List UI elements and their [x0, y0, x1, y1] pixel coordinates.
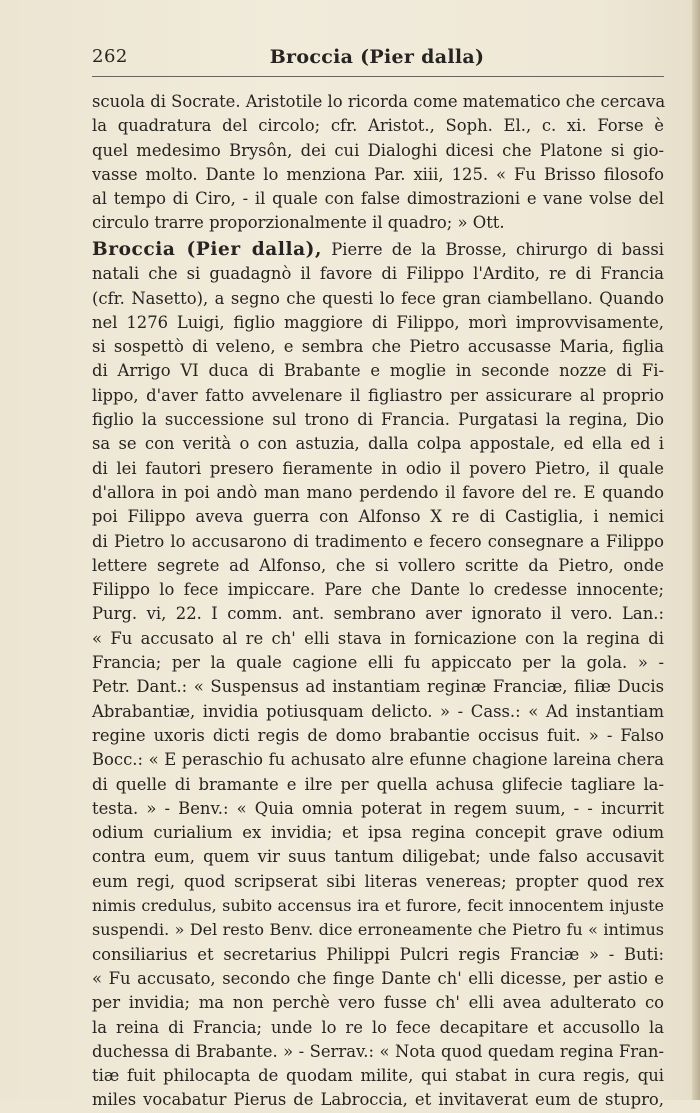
page-edge — [692, 0, 700, 1100]
text-line: lippo, d'aver fatto avvelenare il figliastro per assicurare al proprio — [92, 385, 664, 405]
text-line: consiliarius et secretarius Philippi Pulcri regis Franciæ » - Buti: — [92, 944, 664, 964]
text-line: nimis credulus, subito accensus ira et furore, fecit innocentem injuste — [92, 896, 664, 916]
text-line: di lei fautori presero fieramente in odio il povero Pietro, il quale — [92, 458, 664, 478]
text-line: « Fu accusato al re ch' elli stava in fornicazione con la regina di — [92, 628, 664, 648]
text-line: scuola di Socrate. Aristotile lo ricorda come matematico che cercava — [92, 92, 666, 111]
text-line: Purg. vi, 22. I comm. ant. sembrano aver ignorato il vero. Lan.: — [92, 604, 664, 624]
entry-broccia — [92, 238, 664, 1113]
text-line: sa se con verità o con astuzia, dalla colpa appostale, ed ella ed i — [92, 434, 664, 454]
text-line: la reina di Francia; unde lo re lo fece decapitare et accusollo la — [92, 1017, 664, 1037]
text-line: natali che si guadagnò il favore di Filippo l'Ardito, re di Francia — [92, 264, 664, 284]
text-line: tiæ fuit philocapta de quodam milite, qui stabat in cura regis, qui — [92, 1066, 664, 1086]
text-line: Francia; per la quale cagione elli fu appiccato per la gola. » - — [92, 653, 664, 673]
text-line: la quadratura del circolo; cfr. Aristot., Soph. El., c. xi. Forse è — [92, 116, 664, 136]
text-line: lettere segrete ad Alfonso, che si vollero scritte da Pietro, onde — [92, 555, 664, 575]
text-line: nel 1276 Luigi, figlio maggiore di Filippo, morì improvvisamente, — [92, 312, 664, 332]
text-line: Abrabantiæ, invidia potiusquam delicto. » - Cass.: « Ad instantiam — [92, 701, 664, 721]
text-line: « Fu accusato, secondo che finge Dante ch' elli dicesse, per astio e — [92, 968, 664, 988]
entry-headword: Broccia (Pier dalla), — [92, 239, 323, 260]
text-line: miles vocabatur Pierus de Labroccia, et invitaverat eum de stupro, — [92, 1090, 664, 1110]
text-line: eum regi, quod scripserat sibi literas venereas; propter quod rex — [92, 871, 664, 891]
text-line: quel medesimo Brysôn, dei cui Dialoghi dicesi che Platone si gio- — [92, 140, 664, 160]
page-number: 262 — [92, 46, 128, 67]
text-line: al tempo di Ciro, - il quale con false dimostrazioni e vane volse del — [92, 189, 664, 209]
text-line: di Pietro lo accusarono di tradimento e fecero consegnare a Filippo — [92, 531, 664, 551]
text-line: suspendi. » Del resto Benv. dice erroneamente che Pietro fu « intimus — [92, 920, 664, 940]
text-line: di Arrigo VI duca di Brabante e moglie in seconde nozze di Fi- — [92, 361, 664, 381]
text-line: Filippo lo fece impiccare. Pare che Dante lo credesse innocente; — [92, 580, 664, 600]
text-line: vasse molto. Dante lo menziona Par. xiii, 125. « Fu Brisso filosofo — [92, 164, 664, 184]
text-line: poi Filippo aveva guerra con Alfonso X re di Castiglia, i nemici — [92, 507, 664, 527]
text-line: regine uxoris dicti regis de domo brabantie occisus fuit. » - Falso — [92, 725, 664, 745]
header-rule — [92, 76, 664, 77]
text-line: si sospettò di veleno, e sembra che Pietro accusasse Maria, figlia — [92, 337, 664, 357]
text-line: Petr. Dant.: « Suspensus ad instantiam reginæ Franciæ, filiæ Ducis — [92, 677, 664, 697]
text-line: odium curialium ex invidia; et ipsa regina concepit grave odium — [92, 823, 664, 843]
text-line: di quelle di bramante e ilre per quella achusa glifecie tagliare la- — [92, 774, 664, 794]
previous-entry-continuation — [92, 90, 664, 236]
text-line: duchessa di Brabante. » - Serrav.: « Nota quod quedam regina Fran- — [92, 1041, 664, 1061]
text-line: figlio la successione sul trono di Francia. Purgatasi la regina, Dio — [92, 410, 664, 430]
running-head: Broccia (Pier dalla) — [269, 46, 485, 68]
text-line: testa. » - Benv.: « Quia omnia poterat in regem suum, - - incurrit — [92, 798, 664, 818]
text-line: (cfr. Nasetto), a segno che questi lo fece gran ciambellano. Quando — [92, 288, 664, 308]
page-header — [92, 46, 662, 76]
text-line: Bocc.: « E peraschio fu achusato alre efunne chagione lareina chera — [92, 750, 664, 770]
text-line: d'allora in poi andò man mano perdendo il favore del re. E quando — [92, 482, 664, 502]
text-line: per invidia; ma non perchè vero fusse ch' elli avea adulterato co — [92, 993, 664, 1013]
entry-first-line-text: Pierre de la Brosse, chirurgo di bassi — [322, 240, 664, 259]
entry-first-line — [92, 238, 664, 262]
text-line: circulo trarre proporzionalmente il quadro; » Ott. — [92, 213, 505, 233]
text-line: contra eum, quem vir suus tantum diligebat; unde falso accusavit — [92, 847, 664, 867]
